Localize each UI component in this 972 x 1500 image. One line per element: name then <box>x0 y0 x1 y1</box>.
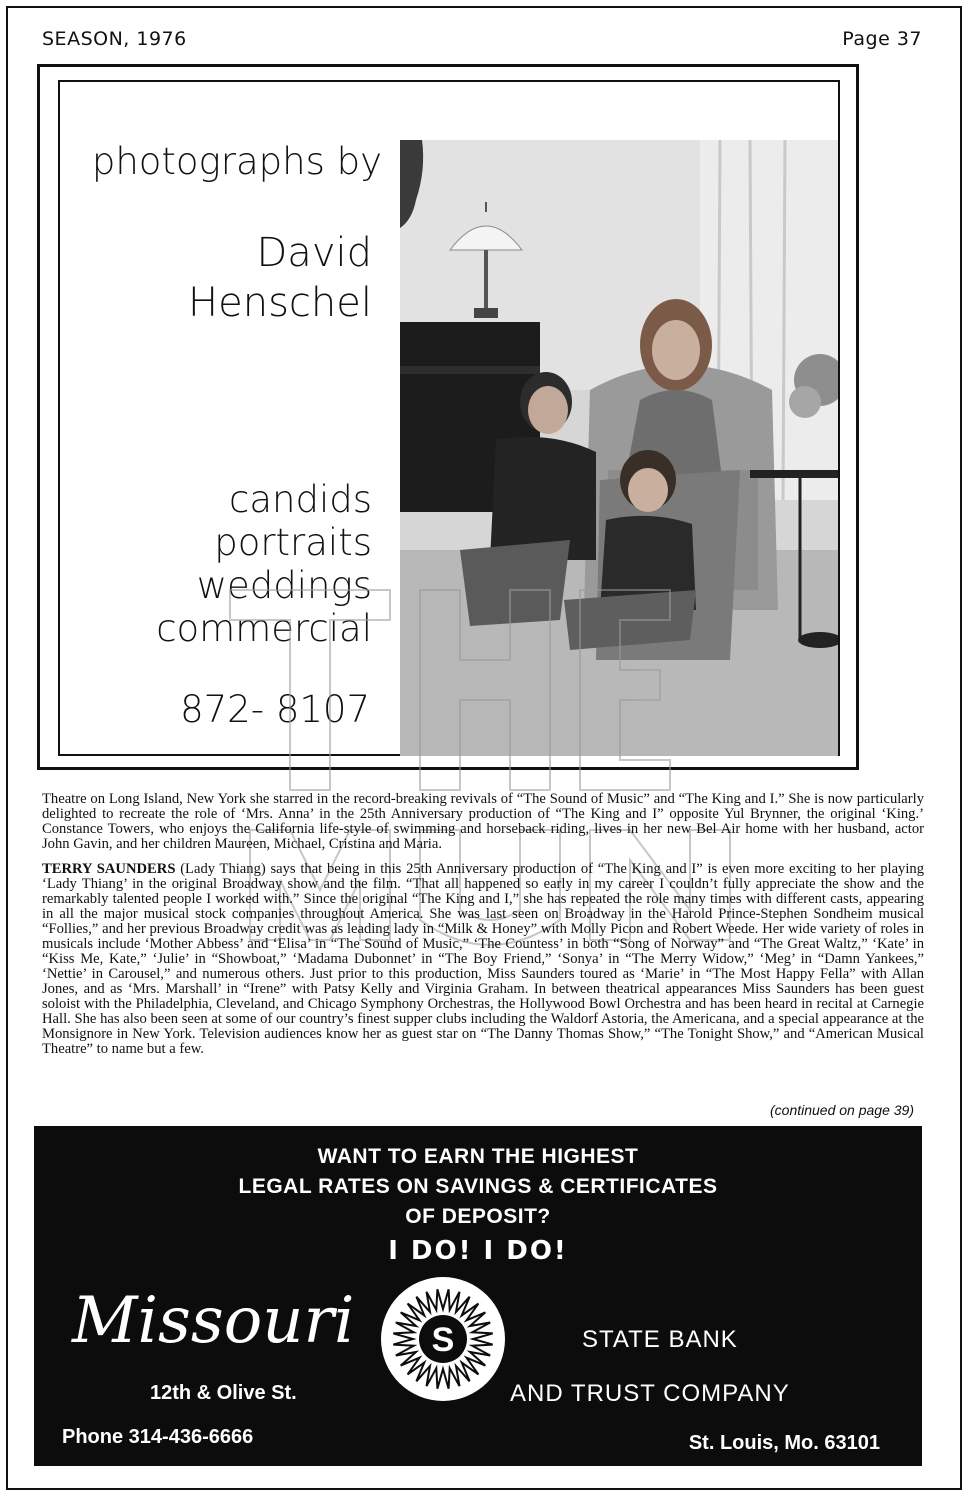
bank-city-address: St. Louis, Mo. 63101 <box>688 1432 880 1454</box>
page-number: Page 37 <box>842 28 922 50</box>
bank-state-bank: STATE BANK <box>582 1326 738 1353</box>
bank-street-address: 12th & Olive St. <box>150 1382 297 1404</box>
bank-logo-letter: S <box>431 1321 455 1359</box>
headline-line: LEGAL RATES ON SAVINGS & CERTIFICATES <box>238 1175 718 1198</box>
photographer-phone: 872- 8107 <box>180 688 370 731</box>
photographer-first-name: David <box>256 230 372 276</box>
bank-trust-company: AND TRUST COMPANY <box>510 1380 790 1407</box>
service-item: portraits <box>214 521 372 564</box>
sunburst-logo-icon <box>380 1276 506 1402</box>
article-paragraph-body: (Lady Thiang) says that being in this 25th Anniversary production of “The King and I” is even more exciting to her playing ‘Lady Thiang’ in the original Broadway show and the film. “That all happened so early in my career I couldn’t fully appreciate the show and the remarkably talented people I worked with.” Since the original “The King and I,” she has repeated the role many times with different casts, appearing in all the major musical stock companies throughout America. She was last seen on Broadway in the Harold Prince-Stephen Sondheim musical “Follies,” and her previous Broadway credit was as leading lady in “Milk & Honey” with Molly Picon and Robert Weede. Her wide variety of roles in musicals include ‘Mother Abbess’ and ‘Elisa’ in “The Sound of Music,” ‘The Countess’ in both “Song of Norway” and “The Great Waltz,” ‘Kate’ in “Kiss Me, Kate,” ‘Julie’ in “Showboat,” ‘Madama Dubonnet’ in “The Boy Friend,” ‘Sonya’ in “The Merry Widow,” ‘Meg’ in “Damn Yankees,” ‘Nettie’ in Carousel,” and numerous others. Just prior to this production, Miss Saunders toured as ‘Marie’ in “The Most Happy Fella” with Allan Jones, and as ‘Mrs. Marshall’ in “Irene” with Patsy Kelly and Virginia Graham. In between theatrical appearances Miss Saunders has been guest soloist with the Philadelphia, Cleveland, and Chicago Symphony Orchestras, the Hollywood Bowl Orchestra and has been heard in recital at Carnegie Hall. She has also been seen at some of our country’s finest supper clubs including the Waldorf Astoria, the Americana, and a special appearance at the Monsignore in New York. Television audiences know her as guest star on “The Danny Thomas Show,” “The Tonight Show,” and “American Musical Theatre” to name but a few. <box>42 861 924 1057</box>
bank-advertisement <box>34 1126 922 1466</box>
article-paragraph <box>42 862 924 1057</box>
running-head-season: SEASON, 1976 <box>42 28 187 50</box>
bank-phone: Phone 314-436-6666 <box>62 1426 254 1448</box>
photographer-services <box>90 478 372 650</box>
bank-ad-slogan: I DO! I DO! <box>388 1236 568 1266</box>
service-item: commercial <box>156 607 372 650</box>
article-subject-name: TERRY SAUNDERS <box>42 861 176 877</box>
service-item: candids <box>229 478 372 521</box>
service-item: weddings <box>196 564 372 607</box>
family-portrait-photo <box>400 140 838 756</box>
article-body <box>42 792 924 1067</box>
photographer-name <box>100 228 372 328</box>
bank-name-script: Missouri <box>72 1284 355 1358</box>
photographer-ad-heading: photographs by <box>91 140 382 183</box>
headline-line: OF DEPOSIT? <box>405 1205 551 1228</box>
continued-note: (continued on page 39) <box>770 1102 914 1118</box>
article-paragraph: Theatre on Long Island, New York she starred in the record-breaking revivals of “The Sound of Music” and “The King and I.” She is now particularly delighted to recreate the role of ‘Mrs. Anna’ in the 25th Anniversary production of “The King and I” opposite Yul Brynner, the original ‘King.’ Constance Towers, who enjoys the California life-style of swimming and horseback riding, lives in her new Bel Air home with her husband, actor John Gavin, and her children Maureen, Michael, Cristina and Maria. <box>42 791 924 852</box>
bank-ad-headline <box>34 1142 922 1232</box>
headline-line: WANT TO EARN THE HIGHEST <box>317 1145 639 1168</box>
photographer-last-name: Henschel <box>188 280 372 326</box>
